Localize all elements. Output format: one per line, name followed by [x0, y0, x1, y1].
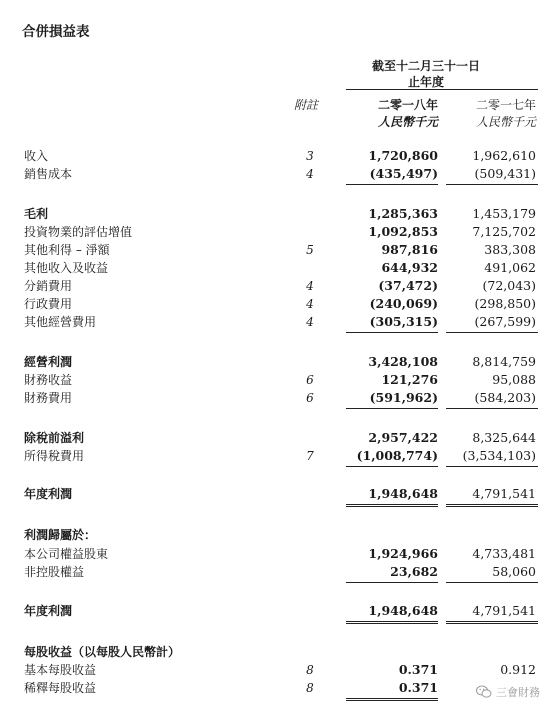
watermark-text: 三會財務 — [496, 686, 540, 699]
row-note: 8 — [306, 681, 314, 695]
wechat-icon — [476, 685, 492, 699]
row-other-operating-expenses — [0, 313, 556, 331]
total-double-rule-2017-lower — [446, 506, 538, 507]
value-2018: 987,816 — [381, 242, 438, 257]
row-label: 投資物業的評估增值 — [24, 225, 133, 239]
row-distribution-costs — [0, 277, 556, 295]
row-label: 銷售成本 — [24, 167, 73, 181]
row-label: 行政費用 — [24, 297, 73, 311]
subtotal-rule-2018 — [346, 582, 438, 583]
row-cost-of-sales — [0, 165, 556, 183]
value-2018: (591,962) — [369, 390, 438, 405]
total-double-rule-2018 — [346, 621, 438, 622]
row-operating-profit — [0, 353, 556, 371]
value-2018: 1,720,860 — [368, 148, 438, 163]
row-label: 利潤歸屬於： — [24, 528, 97, 542]
value-2017: 8,325,644 — [472, 430, 536, 445]
value-2017: 383,308 — [484, 242, 536, 257]
value-2017: 1,962,610 — [472, 148, 536, 163]
value-2018: (305,315) — [369, 314, 438, 329]
row-other-gains-net — [0, 241, 556, 259]
row-note: 4 — [306, 315, 314, 329]
row-label: 除稅前溢利 — [24, 431, 85, 445]
value-2018: 1,285,363 — [368, 206, 438, 221]
subtotal-rule-2018 — [346, 332, 438, 333]
row-note: 5 — [306, 243, 314, 257]
value-2017: 58,060 — [492, 564, 536, 579]
row-note: 4 — [306, 279, 314, 293]
note-column-header: 附註 — [294, 98, 319, 112]
value-2018: 2,957,422 — [368, 430, 438, 445]
subtotal-rule-2018 — [346, 184, 438, 185]
row-note: 4 — [306, 297, 314, 311]
value-2017: (509,431) — [474, 166, 536, 181]
row-label: 基本每股收益 — [24, 663, 97, 677]
period-header-line1: 截至十二月三十一日 — [371, 59, 480, 73]
subtotal-rule-2017 — [446, 184, 538, 185]
total-double-rule-2018-lower — [346, 506, 438, 507]
value-2018: 3,428,108 — [368, 354, 438, 369]
total-double-rule-2018-lower — [346, 623, 438, 624]
row-label: 分銷費用 — [24, 279, 73, 293]
statement-title: 合併損益表 — [22, 24, 90, 40]
row-note: 6 — [306, 373, 314, 387]
row-label: 財務費用 — [24, 391, 73, 405]
period-header-line2: 止年度 — [407, 75, 444, 89]
period-header-rule — [346, 89, 538, 90]
value-2018: (435,497) — [369, 166, 438, 181]
row-revenue — [0, 147, 556, 165]
value-2018: (240,069) — [369, 296, 438, 311]
value-2017: (3,534,103) — [462, 448, 536, 463]
row-label: 財務收益 — [24, 373, 73, 387]
value-2017: 4,791,541 — [472, 603, 536, 618]
row-finance-income — [0, 371, 556, 389]
row-profit-before-tax — [0, 429, 556, 447]
value-2018: (37,472) — [378, 278, 438, 293]
row-label: 本公司權益股東 — [24, 547, 109, 561]
value-2017: 4,733,481 — [472, 546, 536, 561]
row-investment-property-revaluation — [0, 223, 556, 241]
row-note: 7 — [306, 449, 314, 463]
row-label: 收入 — [24, 149, 49, 163]
row-label: 其他利得 – 淨額 — [24, 243, 110, 257]
watermark — [476, 684, 540, 700]
row-profit-for-year — [0, 485, 556, 503]
currency-2017-header: 人民幣千元 — [475, 115, 536, 129]
row-profit-for-year-total — [0, 602, 556, 620]
value-2018: 1,948,648 — [368, 603, 438, 618]
value-2017: (584,203) — [474, 390, 536, 405]
row-basic-eps — [0, 661, 556, 679]
subtotal-rule-2018 — [346, 466, 438, 467]
row-label: 其他經營費用 — [24, 315, 97, 329]
year-2018-header: 二零一八年 — [377, 98, 438, 112]
row-label: 其他收入及收益 — [24, 261, 109, 275]
row-other-income — [0, 259, 556, 277]
row-note: 6 — [306, 391, 314, 405]
subtotal-rule-2017 — [446, 408, 538, 409]
row-non-controlling-interests — [0, 563, 556, 581]
row-profit-attributable-heading — [0, 526, 556, 544]
value-2017: 4,791,541 — [472, 486, 536, 501]
row-equity-holders — [0, 545, 556, 563]
row-label: 毛利 — [24, 207, 49, 221]
row-label: 經營利潤 — [24, 355, 73, 369]
row-note: 8 — [306, 663, 314, 677]
value-2018: 0.371 — [398, 680, 438, 695]
row-finance-costs — [0, 389, 556, 407]
row-note: 3 — [306, 149, 314, 163]
row-label: 每股收益（以每股人民幣計） — [24, 645, 181, 659]
value-2017: 0.912 — [500, 662, 536, 677]
total-double-rule-2018-lower — [346, 700, 438, 701]
row-eps-heading — [0, 643, 556, 661]
total-double-rule-2017 — [446, 621, 538, 622]
total-double-rule-2017-lower — [446, 623, 538, 624]
row-label: 年度利潤 — [24, 487, 73, 501]
subtotal-rule-2017 — [446, 466, 538, 467]
row-label: 年度利潤 — [24, 604, 73, 618]
currency-2018-header: 人民幣千元 — [377, 115, 438, 129]
row-label: 所得稅費用 — [24, 449, 85, 463]
value-2017: 7,125,702 — [472, 224, 536, 239]
row-income-tax-expense — [0, 447, 556, 465]
row-diluted-eps — [0, 679, 556, 697]
value-2018: 23,682 — [390, 564, 438, 579]
value-2018: 1,924,966 — [368, 546, 438, 561]
value-2017: (267,599) — [474, 314, 536, 329]
value-2017: (72,043) — [482, 278, 536, 293]
value-2017: (298,850) — [474, 296, 536, 311]
year-2017-header: 二零一七年 — [475, 98, 536, 112]
value-2018: 0.371 — [398, 662, 438, 677]
value-2017: 8,814,759 — [472, 354, 536, 369]
total-double-rule-2018 — [346, 698, 438, 699]
subtotal-rule-2017 — [446, 332, 538, 333]
total-double-rule-2018 — [346, 504, 438, 505]
row-note: 4 — [306, 167, 314, 181]
row-label: 稀釋每股收益 — [24, 681, 97, 695]
subtotal-rule-2018 — [346, 408, 438, 409]
value-2018: 1,092,853 — [368, 224, 438, 239]
subtotal-rule-2017 — [446, 582, 538, 583]
row-administrative-expenses — [0, 295, 556, 313]
value-2017: 491,062 — [484, 260, 536, 275]
total-double-rule-2017 — [446, 504, 538, 505]
value-2018: 121,276 — [381, 372, 438, 387]
value-2017: 1,453,179 — [472, 206, 536, 221]
value-2018: 644,932 — [381, 260, 438, 275]
row-label: 非控股權益 — [24, 565, 85, 579]
row-gross-profit — [0, 205, 556, 223]
value-2018: (1,008,774) — [356, 448, 438, 463]
value-2017: 95,088 — [492, 372, 536, 387]
value-2018: 1,948,648 — [368, 486, 438, 501]
